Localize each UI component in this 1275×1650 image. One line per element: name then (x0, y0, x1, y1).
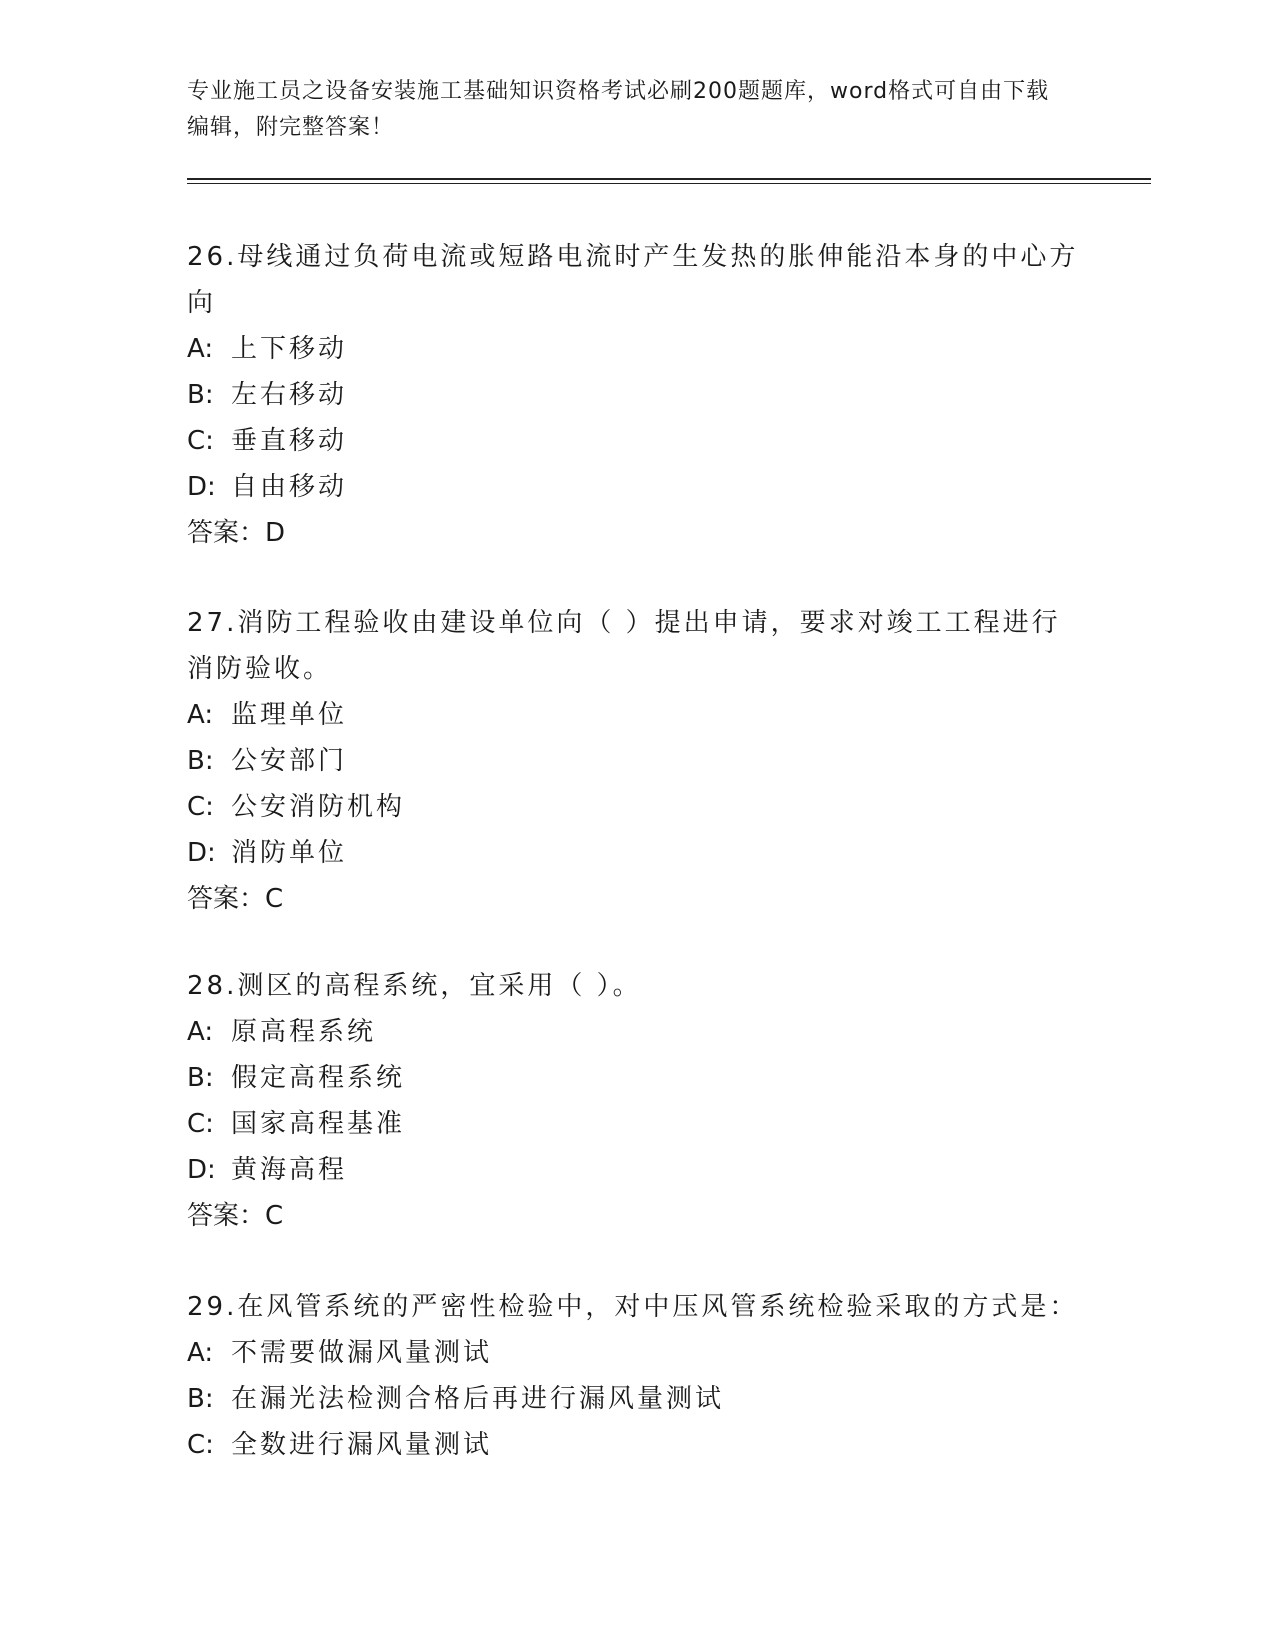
option-text: 国家高程基准 (231, 1109, 406, 1139)
option-c (187, 784, 1087, 830)
option-b (187, 738, 1087, 784)
option-key: C: (187, 426, 214, 456)
option-c (187, 418, 1087, 464)
option-d (187, 1147, 1087, 1193)
option-c (187, 1422, 1087, 1468)
question-stem: 29.在风管系统的严密性检验中，对中压风管系统检验采取的方式是： (187, 1292, 1079, 1322)
option-a (187, 1009, 1087, 1055)
option-d (187, 830, 1087, 876)
question-29 (187, 1284, 1087, 1468)
option-key: B: (187, 1384, 214, 1414)
option-key: B: (187, 380, 214, 410)
option-key: C: (187, 1109, 214, 1139)
header-divider (187, 178, 1151, 180)
document-header: 专业施工员之设备安装施工基础知识资格考试必刷200题题库，word格式可自由下载编辑，附完整答案！ (187, 79, 1050, 140)
option-text: 公安部门 (231, 746, 348, 776)
option-text: 上下移动 (231, 334, 348, 364)
option-key: B: (187, 1063, 214, 1093)
option-a (187, 1330, 1087, 1376)
option-text: 在漏光法检测合格后再进行漏风量测试 (231, 1384, 725, 1414)
option-key: B: (187, 746, 214, 776)
answer-line: 答案：D (187, 518, 286, 548)
option-text: 监理单位 (231, 700, 348, 730)
option-text: 不需要做漏风量测试 (231, 1338, 493, 1368)
question-27 (187, 600, 1087, 922)
option-key: A: (187, 1338, 214, 1368)
question-stem: 28.测区的高程系统，宜采用（ ）。 (187, 971, 642, 1001)
option-b (187, 372, 1087, 418)
option-key: A: (187, 334, 214, 364)
option-text: 消防单位 (231, 838, 348, 868)
option-text: 公安消防机构 (231, 792, 406, 822)
option-key: C: (187, 1430, 214, 1460)
option-text: 垂直移动 (231, 426, 348, 456)
header-divider-thin (187, 183, 1151, 184)
option-key: D: (187, 472, 216, 502)
option-key: A: (187, 1017, 214, 1047)
option-text: 自由移动 (231, 472, 348, 502)
option-text: 黄海高程 (231, 1155, 348, 1185)
option-text: 原高程系统 (231, 1017, 377, 1047)
answer-line: 答案：C (187, 884, 284, 914)
option-key: D: (187, 838, 216, 868)
question-28 (187, 963, 1087, 1239)
option-key: D: (187, 1155, 216, 1185)
option-c (187, 1101, 1087, 1147)
option-key: A: (187, 700, 214, 730)
question-stem: 27.消防工程验收由建设单位向（ ）提出申请，要求对竣工工程进行消防验收。 (187, 608, 1061, 684)
answer-line: 答案：C (187, 1201, 284, 1231)
option-text: 左右移动 (231, 380, 348, 410)
option-b (187, 1376, 1087, 1422)
option-b (187, 1055, 1087, 1101)
option-a (187, 326, 1087, 372)
option-a (187, 692, 1087, 738)
question-stem: 26.母线通过负荷电流或短路电流时产生发热的胀伸能沿本身的中心方向 (187, 242, 1079, 318)
option-key: C: (187, 792, 214, 822)
option-text: 假定高程系统 (231, 1063, 406, 1093)
option-d (187, 464, 1087, 510)
option-text: 全数进行漏风量测试 (231, 1430, 493, 1460)
question-26 (187, 234, 1087, 556)
